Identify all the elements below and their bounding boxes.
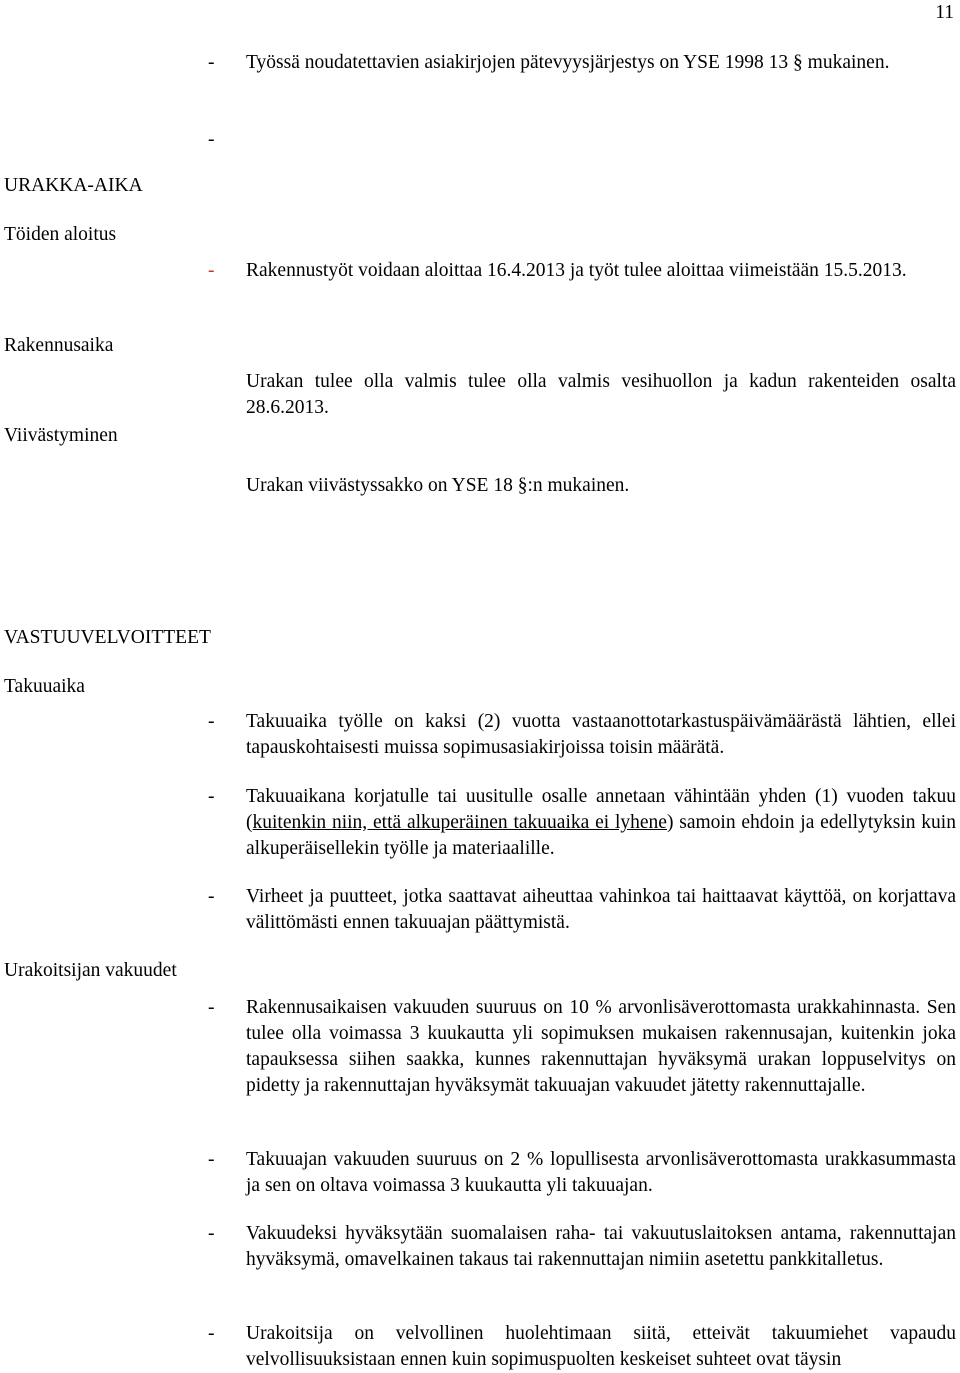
list-dash: - — [208, 52, 215, 73]
side-label-duration: Rakennusaika — [4, 335, 114, 356]
list-item-text: Takuuajan vakuuden suuruus on 2 % lopullisesta arvonlisäverottomasta urakkasummasta ja sen on oltava voimassa 3 kuukautta yli takuuajan. — [246, 1149, 956, 1196]
page-number: 11 — [935, 2, 954, 23]
list-item-warranty-1 — [208, 709, 956, 761]
section-heading-vastuuvelvoitteet: VASTUUVELVOITTEET — [4, 627, 211, 648]
text-segment: ) samoin ehdoin ja edellytyksin kuin alkuperäisellekin työlle ja materiaalille. — [246, 812, 956, 859]
list-dash: - — [208, 711, 215, 732]
underlined-text: kuitenkin niin, että alkuperäinen takuuaika ei lyhene — [252, 812, 667, 833]
list-dash: - — [208, 1323, 215, 1344]
list-dash: - — [208, 1149, 215, 1170]
list-item-text: Urakoitsija on velvollinen huolehtimaan siitä, etteivät takuumiehet vapaudu velvollisuuksistaan ennen kuin sopimuspuolten keskeiset suhteet ovat täysin — [246, 1323, 956, 1370]
list-dash: - — [208, 129, 215, 150]
list-item-security-2 — [208, 1147, 956, 1199]
list-dash: - — [208, 786, 215, 807]
list-item-text: Takuuaika työlle on kaksi (2) vuotta vastaanottotarkastuspäivämäärästä lähtien, ellei tapauskohtaisesti muissa sopimusasiakirjoissa toisin määrätä. — [246, 711, 956, 758]
list-item-text: Työssä noudatettavien asiakirjojen pätevyysjärjestys on YSE 1998 13 § mukainen. — [246, 52, 890, 73]
side-label-start: Töiden aloitus — [4, 224, 117, 245]
list-item-text: Rakennustyöt voidaan aloittaa 16.4.2013 ja työt tulee aloittaa viimeistään 15.5.2013. — [246, 260, 907, 281]
list-dash: - — [208, 1223, 215, 1244]
list-item-text: Virheet ja puutteet, jotka saattavat aiheuttaa vahinkoa tai haittaavat käyttöä, on korjattava välittömästi ennen takuuajan päättymistä. — [246, 886, 956, 933]
side-label-delay: Viivästyminen — [4, 425, 118, 446]
list-dash: - — [208, 997, 215, 1018]
section-heading-urakka-aika: URAKKA-AIKA — [4, 175, 143, 196]
paragraph-duration: Urakan tulee olla valmis tulee olla valmis vesihuollon ja kadun rakenteiden osalta 28.6.2013. — [246, 371, 956, 418]
list-item-security-1 — [208, 995, 956, 1099]
list-item-text: Vakuudeksi hyväksytään suomalaisen raha- tai vakuutuslaitoksen antama, rakennuttajan hyväksymä, omavelkainen takaus tai rakennuttajan nimiin asetettu pankkitalletus. — [246, 1223, 956, 1270]
list-item-security-4 — [208, 1321, 956, 1373]
list-item-text: Rakennusaikaisen vakuuden suuruus on 10 % arvonlisäverottomasta urakkahinnasta. Sen tulee olla voimassa 3 kuukautta yli sopimuksen mukaisen rakennusajan, kuitenkin joka tapauksessa siihen saakka, kunnes rakennuttajan hyväksymä urakan loppuselvitys on pidetty ja rakennuttajan hyväksymät takuuajan vakuudet jätetty rakennuttajalle. — [246, 997, 956, 1096]
list-dash: - — [208, 886, 215, 907]
list-item-contract-docs — [208, 50, 956, 76]
paragraph-delay: Urakan viivästyssakko on YSE 18 §:n mukainen. — [246, 475, 630, 496]
list-item-security-3 — [208, 1221, 956, 1273]
list-item-warranty-2 — [208, 784, 956, 862]
side-label-warranty: Takuuaika — [4, 676, 85, 697]
list-item-start — [208, 258, 956, 284]
side-label-securities: Urakoitsijan vakuudet — [4, 960, 177, 981]
list-item-warranty-3 — [208, 884, 956, 936]
list-dash: - — [208, 260, 215, 281]
list-item-text — [246, 784, 956, 862]
text-segment: Takuuaikana korjatulle tai uusitulle osalle annetaan vähintään yhden (1) vuoden takuu ( — [246, 786, 956, 833]
